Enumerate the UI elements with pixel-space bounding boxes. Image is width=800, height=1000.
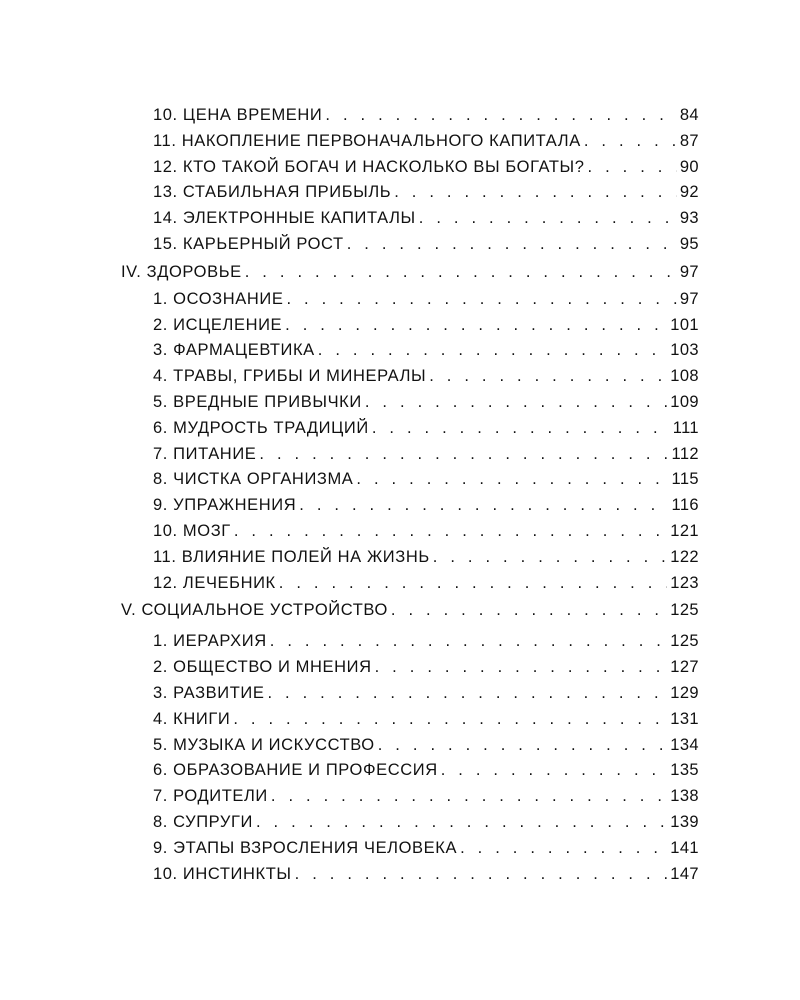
entry-page-number: 127 bbox=[670, 658, 699, 677]
toc-entry bbox=[0, 836, 800, 862]
entry-title: 13. СТАБИЛЬНАЯ ПРИБЫЛЬ bbox=[153, 183, 392, 202]
entry-title: 3. ФАРМАЦЕВТИКА bbox=[153, 341, 315, 360]
dot-leader bbox=[233, 707, 667, 733]
entry-title: 8. ЧИСТКА ОРГАНИЗМА bbox=[153, 470, 354, 489]
toc-entry bbox=[0, 364, 800, 390]
entry-page-number: 121 bbox=[670, 521, 699, 540]
entry-title: 11. ВЛИЯНИЕ ПОЛЕЙ НА ЖИЗНЬ bbox=[153, 547, 430, 566]
entry-page-number: 87 bbox=[679, 131, 699, 150]
entry-page-number: 122 bbox=[670, 547, 699, 566]
entry-page-number: 139 bbox=[670, 812, 699, 831]
entry-page-number: 131 bbox=[670, 709, 699, 728]
toc-entry bbox=[0, 681, 800, 707]
toc-entry bbox=[0, 862, 800, 888]
entry-title: 3. РАЗВИТИЕ bbox=[153, 683, 265, 702]
dot-leader bbox=[270, 629, 668, 655]
entry-page-number: 103 bbox=[670, 341, 699, 360]
entry-title: 9. ЭТАПЫ ВЗРОСЛЕНИЯ ЧЕЛОВЕКА bbox=[153, 838, 458, 857]
dot-leader bbox=[286, 287, 676, 313]
entry-title: 7. РОДИТЕЛИ bbox=[153, 787, 268, 806]
entry-page-number: 95 bbox=[679, 234, 699, 253]
toc-entry bbox=[0, 155, 800, 181]
entry-page-number: 108 bbox=[670, 367, 699, 386]
entry-title: 12. ЛЕЧЕБНИК bbox=[153, 573, 276, 592]
dot-leader bbox=[299, 493, 668, 519]
entry-page-number: 111 bbox=[672, 418, 699, 437]
entry-title: 15. КАРЬЕРНЫЙ РОСТ bbox=[153, 234, 344, 253]
entry-title: 8. СУПРУГИ bbox=[153, 812, 253, 831]
toc-entry bbox=[0, 707, 800, 733]
entry-page-number: 84 bbox=[679, 106, 699, 124]
toc-entry bbox=[0, 493, 800, 519]
entry-title: 2. ИСЦЕЛЕНИЕ bbox=[153, 315, 283, 334]
dot-leader bbox=[259, 442, 668, 468]
entry-page-number: 141 bbox=[670, 838, 699, 857]
entry-page-number: 147 bbox=[670, 864, 699, 883]
toc-entry bbox=[0, 519, 800, 545]
dot-leader bbox=[347, 232, 677, 258]
dot-leader bbox=[460, 836, 667, 862]
dot-leader bbox=[372, 416, 670, 442]
entry-page-number: 125 bbox=[670, 632, 699, 651]
toc-entry bbox=[0, 442, 800, 468]
dot-leader bbox=[356, 467, 668, 493]
dot-leader bbox=[256, 810, 667, 836]
entry-title: 10. ЦЕНА ВРЕМЕНИ bbox=[153, 106, 323, 124]
dot-leader bbox=[375, 655, 668, 681]
toc-entry bbox=[0, 758, 800, 784]
entry-title: 5. МУЗЫКА И ИСКУССТВО bbox=[153, 735, 375, 754]
entry-page-number: 116 bbox=[671, 496, 699, 515]
entry-title: 4. ТРАВЫ, ГРИБЫ И МИНЕРАЛЫ bbox=[153, 367, 427, 386]
entry-page-number: 93 bbox=[679, 209, 699, 228]
dot-leader bbox=[245, 258, 677, 287]
toc-entry bbox=[0, 810, 800, 836]
dot-leader bbox=[285, 313, 667, 339]
entry-page-number: 134 bbox=[670, 735, 699, 754]
entry-title: 9. УПРАЖНЕНИЯ bbox=[153, 496, 297, 515]
entry-title: 6. ОБРАЗОВАНИЕ И ПРОФЕССИЯ bbox=[153, 761, 438, 780]
dot-leader bbox=[318, 338, 667, 364]
dot-leader bbox=[378, 733, 668, 759]
entry-title: 14. ЭЛЕКТРОННЫЕ КАПИТАЛЫ bbox=[153, 209, 416, 228]
entry-title: 1. ОСОЗНАНИЕ bbox=[153, 289, 284, 308]
toc-entry bbox=[0, 103, 800, 129]
dot-leader bbox=[325, 103, 676, 129]
toc-section-heading bbox=[0, 596, 800, 625]
entry-title: 10. ИНСТИНКТЫ bbox=[153, 864, 292, 883]
entry-page-number: 123 bbox=[670, 573, 699, 592]
dot-leader bbox=[234, 519, 667, 545]
entry-title: 11. НАКОПЛЕНИЕ ПЕРВОНАЧАЛЬНОГО КАПИТАЛА bbox=[153, 131, 581, 150]
entry-page-number: 97 bbox=[679, 289, 699, 308]
dot-leader bbox=[271, 784, 667, 810]
entry-title: 5. ВРЕДНЫЕ ПРИВЫЧКИ bbox=[153, 392, 362, 411]
entry-page-number: 135 bbox=[670, 761, 699, 780]
toc-entry bbox=[0, 655, 800, 681]
entry-title: 1. ИЕРАРХИЯ bbox=[153, 632, 267, 651]
entry-title: 7. ПИТАНИЕ bbox=[153, 444, 257, 463]
toc-entry bbox=[0, 287, 800, 313]
dot-leader bbox=[279, 571, 667, 597]
dot-leader bbox=[394, 180, 677, 206]
dot-leader bbox=[295, 862, 668, 888]
entry-title: 4. КНИГИ bbox=[153, 709, 231, 728]
toc-entry bbox=[0, 206, 800, 232]
dot-leader bbox=[267, 681, 667, 707]
toc-entry bbox=[0, 390, 800, 416]
toc-entry bbox=[0, 129, 800, 155]
dot-leader bbox=[433, 545, 667, 571]
entry-page-number: 112 bbox=[671, 444, 699, 463]
entry-title: 10. МОЗГ bbox=[153, 521, 231, 540]
toc-entry bbox=[0, 313, 800, 339]
toc-entry bbox=[0, 416, 800, 442]
entry-page-number: 138 bbox=[670, 787, 699, 806]
dot-leader bbox=[588, 155, 677, 181]
dot-leader bbox=[584, 129, 677, 155]
toc-entry bbox=[0, 338, 800, 364]
toc-section-heading bbox=[0, 258, 800, 287]
section-title: V. СОЦИАЛЬНОЕ УСТРОЙСТВО bbox=[121, 601, 388, 620]
entry-page-number: 97 bbox=[679, 262, 699, 281]
toc-entry bbox=[0, 180, 800, 206]
entry-title: 6. МУДРОСТЬ ТРАДИЦИЙ bbox=[153, 418, 369, 437]
toc-entry bbox=[0, 545, 800, 571]
toc-entry bbox=[0, 629, 800, 655]
dot-leader bbox=[429, 364, 667, 390]
entry-title: 12. КТО ТАКОЙ БОГАЧ И НАСКОЛЬКО ВЫ БОГАТЫ? bbox=[153, 157, 585, 176]
toc-entry bbox=[0, 232, 800, 258]
dot-leader bbox=[419, 206, 677, 232]
entry-page-number: 101 bbox=[670, 315, 699, 334]
toc-entry bbox=[0, 571, 800, 597]
entry-page-number: 129 bbox=[670, 683, 699, 702]
section-title: IV. ЗДОРОВЬЕ bbox=[121, 262, 242, 281]
toc-entry bbox=[0, 784, 800, 810]
entry-page-number: 115 bbox=[671, 470, 699, 489]
entry-page-number: 92 bbox=[679, 183, 699, 202]
entry-page-number: 90 bbox=[679, 157, 699, 176]
toc-entry bbox=[0, 733, 800, 759]
entry-title: 2. ОБЩЕСТВО И МНЕНИЯ bbox=[153, 658, 372, 677]
toc-entry bbox=[0, 467, 800, 493]
entry-page-number: 109 bbox=[670, 392, 699, 411]
table-of-contents bbox=[0, 103, 800, 887]
entry-page-number: 125 bbox=[670, 601, 699, 620]
dot-leader bbox=[365, 390, 667, 416]
dot-leader bbox=[391, 596, 667, 625]
dot-leader bbox=[441, 758, 668, 784]
